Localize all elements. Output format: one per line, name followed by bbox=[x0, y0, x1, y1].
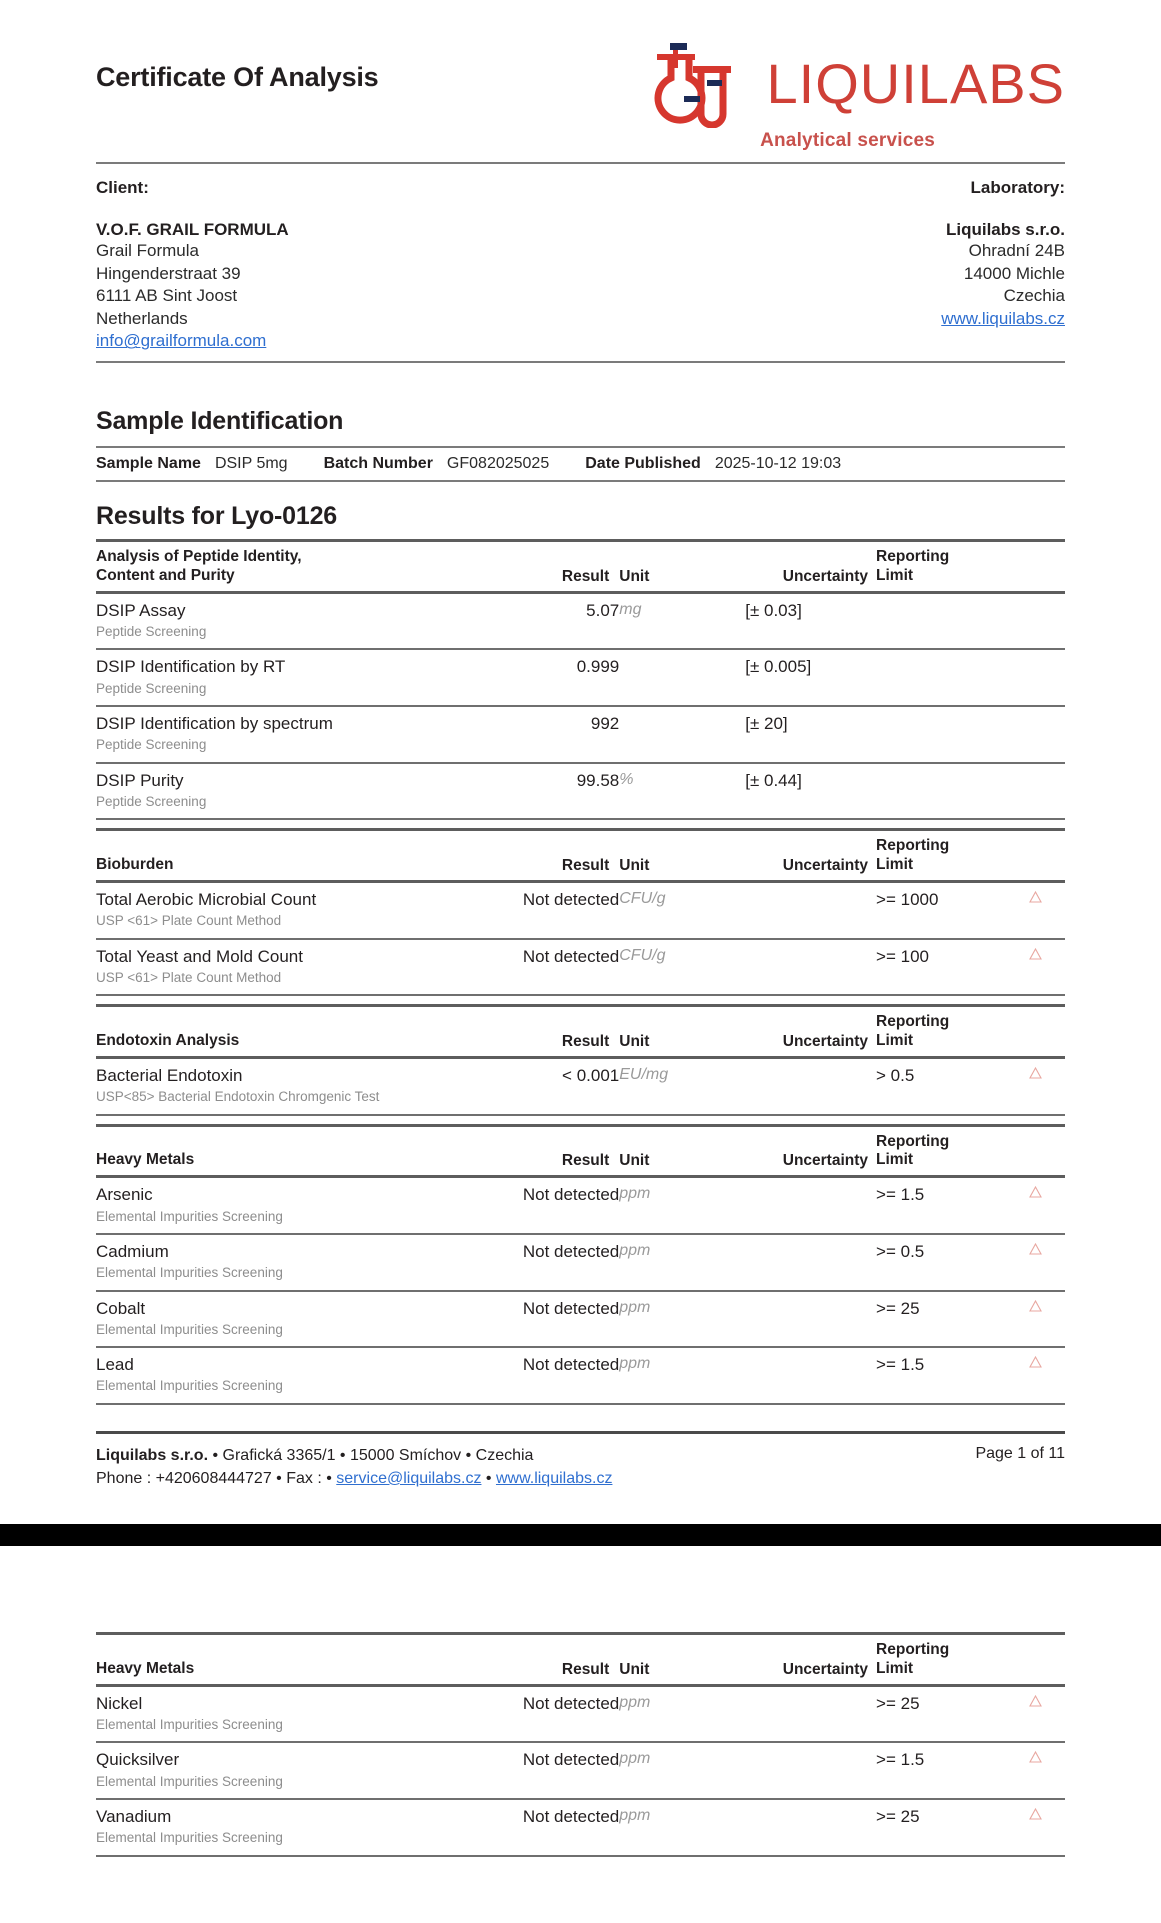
analyte-cell bbox=[96, 1347, 493, 1403]
result-value: Not detected bbox=[522, 1298, 620, 1318]
page-indicator: Page 1 of 11 bbox=[975, 1444, 1065, 1462]
reporting-limit-value: >= 1.5 bbox=[876, 1185, 925, 1205]
laboratory-address-line-2: 14000 Michle bbox=[963, 263, 1065, 283]
analyte-cell bbox=[96, 1799, 493, 1855]
analyte-name: DSIP Purity bbox=[96, 770, 184, 790]
page-footer bbox=[96, 1431, 1065, 1490]
analyte-method: Elemental Impurities Screening bbox=[96, 1321, 283, 1337]
table-row bbox=[96, 1177, 1065, 1234]
table-header-result: Result bbox=[561, 1152, 610, 1170]
laboratory-label: Laboratory: bbox=[970, 178, 1065, 197]
result-value: Not detected bbox=[522, 1241, 620, 1261]
unit-value: ppm bbox=[619, 1750, 651, 1768]
table-row bbox=[96, 1685, 1065, 1742]
table-header-uncertainty: Uncertainty bbox=[782, 1660, 869, 1678]
results-table-2 bbox=[96, 1004, 1065, 1115]
row-flag-cell bbox=[1007, 1291, 1065, 1348]
client-address-line-2: Hingenderstraat 39 bbox=[96, 263, 241, 283]
table-row bbox=[96, 1057, 1065, 1113]
laboratory-block bbox=[941, 178, 1065, 353]
sample-name-value: DSIP 5mg bbox=[214, 455, 288, 473]
page-bottom-spacer bbox=[96, 1490, 1065, 1524]
table-header-result: Result bbox=[561, 1032, 610, 1050]
footer-website-link[interactable]: www.liquilabs.cz bbox=[495, 1469, 613, 1487]
footer-separator: • bbox=[481, 1469, 496, 1487]
unit-value: ppm bbox=[619, 1807, 651, 1824]
table-row bbox=[96, 706, 1065, 763]
analyte-cell bbox=[96, 706, 493, 763]
table-header-reporting-limit: Reporting Limit bbox=[876, 1641, 950, 1677]
warning-triangle-icon bbox=[1029, 1066, 1042, 1084]
analyte-name: Vanadium bbox=[96, 1807, 172, 1826]
reporting-limit-value bbox=[876, 592, 1007, 649]
result-value: Not detected bbox=[522, 946, 620, 966]
uncertainty-value: [± 20] bbox=[745, 714, 788, 734]
table-header-unit: Unit bbox=[619, 1152, 650, 1170]
flask-test-tube-icon bbox=[641, 40, 753, 128]
table-row bbox=[96, 1291, 1065, 1348]
analyte-name: DSIP Assay bbox=[96, 600, 186, 620]
table-header-reporting-limit: Reporting Limit bbox=[876, 1013, 950, 1050]
warning-triangle-icon bbox=[1029, 1694, 1042, 1712]
warning-triangle-icon bbox=[1029, 947, 1042, 965]
analyte-method: Peptide Screening bbox=[96, 680, 207, 696]
row-flag-cell bbox=[1007, 1685, 1065, 1742]
batch-number-value: GF082025025 bbox=[446, 455, 550, 473]
client-address-line-3: 6111 AB Sint Joost bbox=[96, 286, 238, 306]
results-table-0 bbox=[96, 539, 1065, 820]
analyte-cell bbox=[96, 881, 493, 938]
table-header-unit: Unit bbox=[619, 856, 650, 874]
result-value: < 0.001 bbox=[562, 1065, 620, 1085]
uncertainty-value bbox=[745, 881, 876, 938]
unit-value: ppm bbox=[619, 1355, 651, 1373]
uncertainty-value bbox=[745, 939, 876, 995]
client-name: V.O.F. GRAIL FORMULA bbox=[96, 220, 289, 239]
unit-value: ppm bbox=[619, 1185, 651, 1203]
analyte-name: Cobalt bbox=[96, 1298, 146, 1318]
analyte-method: Peptide Screening bbox=[96, 737, 207, 753]
table-header-unit: Unit bbox=[619, 567, 650, 585]
analyte-name: DSIP Identification by RT bbox=[96, 657, 286, 677]
reporting-limit-value: >= 25 bbox=[876, 1693, 920, 1713]
analyte-method: Elemental Impurities Screening bbox=[96, 1265, 283, 1281]
sample-name-label: Sample Name bbox=[96, 455, 201, 473]
results-table-1 bbox=[96, 828, 1065, 996]
analyte-cell bbox=[96, 649, 493, 706]
table-row bbox=[96, 1799, 1065, 1855]
table-header-flag bbox=[1007, 1634, 1065, 1686]
table-bottom-rule bbox=[96, 1403, 1065, 1405]
table-row bbox=[96, 1234, 1065, 1291]
result-value: 992 bbox=[590, 714, 620, 734]
warning-triangle-icon bbox=[1029, 1355, 1042, 1373]
results-table bbox=[96, 539, 1065, 818]
laboratory-address-line-1: Ohradní 24B bbox=[968, 241, 1065, 260]
table-header-flag bbox=[1007, 1125, 1065, 1177]
table-header-reporting-limit: Reporting Limit bbox=[876, 1132, 950, 1169]
row-flag-cell bbox=[1007, 1347, 1065, 1403]
table-header-flag bbox=[1007, 541, 1065, 593]
results-table-3 bbox=[96, 1124, 1065, 1405]
parties-section bbox=[96, 162, 1065, 363]
client-block bbox=[96, 178, 289, 353]
batch-number-label: Batch Number bbox=[323, 455, 433, 473]
document-header bbox=[96, 0, 1065, 151]
analyte-method: Peptide Screening bbox=[96, 793, 207, 809]
result-value: Not detected bbox=[522, 1355, 620, 1375]
footer-address: • Grafická 3365/1 • 15000 Smíchov • Czechia bbox=[208, 1446, 534, 1464]
table-header-result: Result bbox=[561, 567, 610, 585]
table-bottom-rule bbox=[96, 994, 1065, 996]
analyte-cell bbox=[96, 1685, 493, 1742]
client-label: Client: bbox=[96, 178, 149, 197]
warning-triangle-icon bbox=[1029, 890, 1042, 908]
analyte-name: Cadmium bbox=[96, 1241, 169, 1261]
table-row bbox=[96, 763, 1065, 819]
table-row bbox=[96, 881, 1065, 938]
row-flag-cell bbox=[1007, 763, 1065, 819]
analyte-method: USP <61> Plate Count Method bbox=[96, 913, 282, 929]
table-header-analysis: Bioburden bbox=[96, 856, 174, 874]
footer-contact bbox=[96, 1444, 612, 1490]
result-value: Not detected bbox=[522, 1185, 620, 1205]
footer-email-link[interactable]: service@liquilabs.cz bbox=[336, 1469, 482, 1487]
row-flag-cell bbox=[1007, 1057, 1065, 1113]
table-row bbox=[96, 939, 1065, 995]
table-row bbox=[96, 1742, 1065, 1799]
row-flag-cell bbox=[1007, 1234, 1065, 1291]
client-email-link[interactable]: info@grailformula.com bbox=[96, 331, 267, 351]
table-header-uncertainty: Uncertainty bbox=[782, 567, 869, 585]
row-flag-cell bbox=[1007, 706, 1065, 763]
analyte-name: Lead bbox=[96, 1355, 134, 1375]
table-header-result: Result bbox=[561, 856, 610, 874]
laboratory-name: Liquilabs s.r.o. bbox=[945, 220, 1065, 239]
analyte-cell bbox=[96, 1057, 493, 1113]
table-bottom-rule bbox=[96, 818, 1065, 820]
results-tables-container bbox=[96, 539, 1065, 1405]
reporting-limit-value: >= 25 bbox=[876, 1807, 920, 1826]
table-header-result: Result bbox=[561, 1660, 610, 1678]
table-header-analysis: Heavy Metals bbox=[96, 1659, 195, 1677]
warning-triangle-icon bbox=[1029, 1242, 1042, 1260]
table-header-unit: Unit bbox=[619, 1032, 650, 1050]
unit-value bbox=[619, 649, 745, 706]
brand-wordmark: LIQUILABS bbox=[766, 52, 1065, 116]
table-row bbox=[96, 592, 1065, 649]
row-flag-cell bbox=[1007, 1177, 1065, 1234]
page-title: Certificate Of Analysis bbox=[96, 62, 379, 92]
date-published-value: 2025-10-12 19:03 bbox=[714, 455, 842, 473]
results-table bbox=[96, 1632, 1065, 1855]
analyte-method: Elemental Impurities Screening bbox=[96, 1378, 283, 1394]
analyte-method: Elemental Impurities Screening bbox=[96, 1208, 283, 1224]
analyte-cell bbox=[96, 1177, 493, 1234]
result-value: Not detected bbox=[522, 889, 620, 909]
results-table bbox=[96, 828, 1065, 994]
table-header-reporting-limit: Reporting Limit bbox=[876, 837, 950, 874]
date-published-label: Date Published bbox=[585, 455, 701, 473]
analyte-cell bbox=[96, 1291, 493, 1348]
unit-value: ppm bbox=[619, 1241, 651, 1259]
page-break-bar bbox=[0, 1524, 1161, 1546]
results-heading: Results for Lyo-0126 bbox=[96, 502, 337, 531]
uncertainty-value bbox=[745, 1742, 876, 1799]
warning-triangle-icon bbox=[1029, 1299, 1042, 1317]
analyte-method: Elemental Impurities Screening bbox=[96, 1773, 283, 1789]
uncertainty-value: [± 0.005] bbox=[745, 657, 812, 677]
analyte-cell bbox=[96, 1742, 493, 1799]
warning-triangle-icon bbox=[1029, 1185, 1042, 1203]
analyte-cell bbox=[96, 939, 493, 995]
warning-triangle-icon bbox=[1029, 1750, 1042, 1768]
row-flag-cell bbox=[1007, 649, 1065, 706]
table-header-analysis: Analysis of Peptide Identity, Content and Purity bbox=[96, 548, 302, 584]
result-value: Not detected bbox=[522, 1750, 620, 1770]
analyte-method: Peptide Screening bbox=[96, 624, 207, 640]
analyte-method: Elemental Impurities Screening bbox=[96, 1717, 283, 1733]
analyte-method: USP<85> Bacterial Endotoxin Chromgenic Test bbox=[96, 1089, 380, 1105]
company-logo bbox=[641, 40, 1065, 152]
sample-identification-heading: Sample Identification bbox=[96, 407, 344, 436]
analyte-cell bbox=[96, 592, 493, 649]
analyte-cell bbox=[96, 1234, 493, 1291]
reporting-limit-value: >= 1.5 bbox=[876, 1750, 925, 1770]
unit-value: mg bbox=[619, 600, 642, 618]
divider-bottom-parties bbox=[96, 361, 1065, 363]
page-2-top-spacer bbox=[0, 1546, 1161, 1632]
result-value: Not detected bbox=[522, 1693, 620, 1713]
unit-value: % bbox=[619, 770, 634, 788]
coa-page-2 bbox=[0, 1632, 1161, 1857]
divider-sample-bottom bbox=[96, 480, 1065, 482]
reporting-limit-value bbox=[876, 706, 1007, 763]
uncertainty-value bbox=[745, 1234, 876, 1291]
results-table bbox=[96, 1124, 1065, 1403]
uncertainty-value bbox=[745, 1799, 876, 1855]
row-flag-cell bbox=[1007, 939, 1065, 995]
laboratory-address-line-3: Czechia bbox=[1003, 286, 1065, 306]
uncertainty-value bbox=[745, 1347, 876, 1403]
analyte-name: Nickel bbox=[96, 1693, 143, 1713]
unit-value: ppm bbox=[619, 1693, 651, 1711]
footer-phone: Phone : +420608444727 • Fax : • bbox=[96, 1469, 337, 1487]
unit-value bbox=[619, 706, 745, 763]
page-2-tables-container bbox=[96, 1632, 1065, 1857]
brand-tagline: Analytical services bbox=[760, 130, 935, 151]
results-table bbox=[96, 1004, 1065, 1113]
uncertainty-value bbox=[745, 1291, 876, 1348]
row-flag-cell bbox=[1007, 881, 1065, 938]
uncertainty-value bbox=[745, 1685, 876, 1742]
result-value: Not detected bbox=[522, 1807, 620, 1826]
table-bottom-rule bbox=[96, 1855, 1065, 1857]
analyte-name: Total Aerobic Microbial Count bbox=[96, 889, 317, 909]
analyte-name: DSIP Identification by spectrum bbox=[96, 714, 333, 734]
table-header-flag bbox=[1007, 1006, 1065, 1058]
row-flag-cell bbox=[1007, 1799, 1065, 1855]
client-address-line-4: Netherlands bbox=[96, 308, 188, 328]
analyte-method: USP <61> Plate Count Method bbox=[96, 969, 282, 985]
analyte-name: Quicksilver bbox=[96, 1750, 180, 1770]
reporting-limit-value bbox=[876, 649, 1007, 706]
laboratory-website-link[interactable]: www.liquilabs.cz bbox=[941, 308, 1065, 328]
result-value: 99.58 bbox=[576, 770, 620, 790]
sample-identification-section bbox=[96, 407, 1065, 482]
footer-company: Liquilabs s.r.o. bbox=[96, 1446, 209, 1464]
reporting-limit-value: >= 1000 bbox=[876, 889, 939, 909]
uncertainty-value bbox=[745, 1057, 876, 1113]
analyte-cell bbox=[96, 763, 493, 819]
table-bottom-rule bbox=[96, 1114, 1065, 1116]
table-header-uncertainty: Uncertainty bbox=[782, 1152, 869, 1170]
reporting-limit-value: >= 1.5 bbox=[876, 1355, 925, 1375]
analyte-name: Total Yeast and Mold Count bbox=[96, 946, 303, 966]
table-header-uncertainty: Uncertainty bbox=[782, 1032, 869, 1050]
results-section bbox=[96, 502, 1065, 1405]
reporting-limit-value: >= 100 bbox=[876, 946, 929, 966]
table-row bbox=[96, 1347, 1065, 1403]
reporting-limit-value: >= 0.5 bbox=[876, 1241, 925, 1261]
warning-triangle-icon bbox=[1029, 1807, 1042, 1825]
table-header-analysis: Heavy Metals bbox=[96, 1151, 195, 1169]
table-row bbox=[96, 649, 1065, 706]
unit-value: CFU/g bbox=[619, 889, 666, 907]
reporting-limit-value: > 0.5 bbox=[876, 1065, 915, 1085]
unit-value: ppm bbox=[619, 1298, 651, 1316]
page2-table-0 bbox=[96, 1632, 1065, 1857]
uncertainty-value: [± 0.03] bbox=[745, 600, 802, 620]
uncertainty-value: [± 0.44] bbox=[745, 770, 802, 790]
row-flag-cell bbox=[1007, 1742, 1065, 1799]
analyte-name: Arsenic bbox=[96, 1185, 153, 1205]
unit-value: EU/mg bbox=[619, 1065, 669, 1083]
client-address-line-1: Grail Formula bbox=[96, 241, 199, 260]
row-flag-cell bbox=[1007, 592, 1065, 649]
table-header-analysis: Endotoxin Analysis bbox=[96, 1032, 240, 1050]
analyte-name: Bacterial Endotoxin bbox=[96, 1065, 243, 1085]
result-value: 5.07 bbox=[586, 600, 620, 620]
reporting-limit-value bbox=[876, 763, 1007, 819]
unit-value: CFU/g bbox=[619, 946, 666, 964]
sample-identification-strip bbox=[96, 448, 1065, 480]
result-value: 0.999 bbox=[576, 657, 620, 677]
reporting-limit-value: >= 25 bbox=[876, 1298, 920, 1318]
table-header-unit: Unit bbox=[619, 1660, 650, 1678]
table-header-reporting-limit: Reporting Limit bbox=[876, 548, 950, 584]
analyte-method: Elemental Impurities Screening bbox=[96, 1830, 283, 1846]
uncertainty-value bbox=[745, 1177, 876, 1234]
table-header-flag bbox=[1007, 830, 1065, 882]
table-header-uncertainty: Uncertainty bbox=[782, 856, 869, 874]
